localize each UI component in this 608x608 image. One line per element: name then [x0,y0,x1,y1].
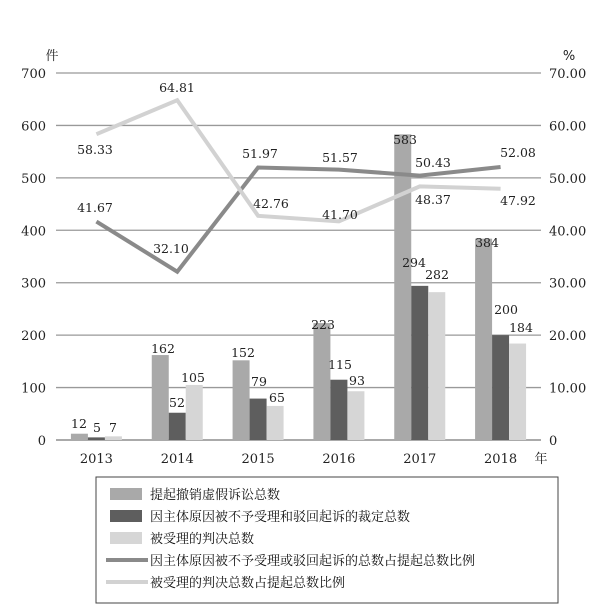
bar-2 [169,413,186,440]
bar-value-label: 7 [109,420,117,435]
x-tick-label: 2015 [241,452,275,467]
bar-value-label: 162 [151,341,175,356]
line-value-label: 50.43 [415,155,451,170]
line-value-label: 51.57 [322,150,358,165]
legend-label-1: 提起撤销虚假诉讼总数 [150,488,281,503]
bar-3 [186,385,203,440]
left-tick-label: 700 [21,67,46,82]
bar-2 [411,286,428,440]
bars [71,134,526,440]
bar-value-label: 282 [425,267,449,282]
bar-1 [71,434,88,440]
x-axis-unit: 年 [534,452,548,467]
left-tick-label: 500 [21,171,46,187]
right-axis-unit: % [562,49,576,64]
bar-value-label: 184 [509,320,533,335]
left-tick-label: 600 [21,119,46,135]
legend [96,477,558,603]
right-tick-label: 20.00 [549,329,587,345]
bar-3 [347,391,364,440]
right-tick-label: 40.00 [549,224,587,240]
bar-2 [250,399,267,440]
line-value-label: 47.92 [500,193,536,208]
legend-swatch-1 [110,488,142,500]
right-tick-label: 60.00 [549,119,587,135]
bar-1 [313,323,330,440]
bar-3 [105,436,122,440]
grid-lines [56,73,541,440]
left-tick-label: 200 [21,329,46,345]
bar-value-label: 294 [402,255,426,270]
right-tick-label: 50.00 [549,171,587,187]
bar-1 [394,134,411,440]
x-tick-label: 2016 [322,452,356,467]
left-tick-label: 400 [21,224,46,240]
x-tick-label: 2013 [79,452,113,467]
line-value-label: 32.10 [153,241,189,256]
bar-value-label: 583 [393,132,417,147]
bar-value-label: 12 [71,416,87,431]
legend-swatch-3 [110,532,142,544]
line-value-label: 64.81 [159,80,195,95]
bar-1 [475,239,492,440]
line-value-label: 58.33 [77,142,113,157]
right-tick-label: 10.00 [549,381,587,397]
x-tick-label: 2014 [160,452,194,467]
line-value-label: 52.08 [500,145,536,160]
data-labels [71,80,536,435]
left-tick-label: 300 [21,276,46,292]
bar-value-label: 200 [494,302,518,317]
bar-1 [233,360,250,440]
left-tick-label: 100 [21,381,46,397]
bar-2 [88,437,105,440]
legend-label-2: 因主体原因被不予受理和驳回起诉的裁定总数 [150,510,411,525]
bar-value-label: 384 [475,235,499,250]
bar-value-label: 79 [251,374,267,389]
bar-value-label: 65 [269,390,285,405]
legend-swatch-2 [110,510,142,522]
bar-value-label: 93 [349,373,365,388]
line-value-label: 41.67 [77,200,113,215]
bar-value-label: 223 [311,317,335,332]
bar-3 [509,344,526,440]
bar-3 [267,406,284,440]
x-tick-label: 2018 [484,452,518,467]
bar-3 [428,292,445,440]
legend-label-4: 因主体原因被不予受理或驳回起诉的总数占提起总数比例 [150,554,476,569]
bar-1 [152,355,169,440]
bar-value-label: 152 [231,345,255,360]
left-axis-unit: 件 [45,49,59,64]
legend-label-3: 被受理的判决总数 [150,532,255,547]
right-tick-label: 0 [549,434,558,449]
bar-2 [492,335,509,440]
line-value-label: 48.37 [415,192,451,207]
left-tick-label: 0 [37,434,46,449]
bar-2 [330,380,347,440]
x-tick-label: 2017 [403,452,437,467]
line-value-label: 42.76 [253,196,289,211]
bar-value-label: 115 [328,357,352,372]
right-tick-label: 30.00 [549,276,587,292]
line-value-label: 41.70 [322,207,358,222]
line-value-label: 51.97 [242,146,278,161]
right-tick-label: 70.00 [549,67,587,82]
bar-value-label: 5 [93,420,101,435]
bar-value-label: 105 [181,370,205,385]
legend-label-5: 被受理的判决总数占提起总数比例 [150,576,346,591]
bar-value-label: 52 [169,395,185,410]
